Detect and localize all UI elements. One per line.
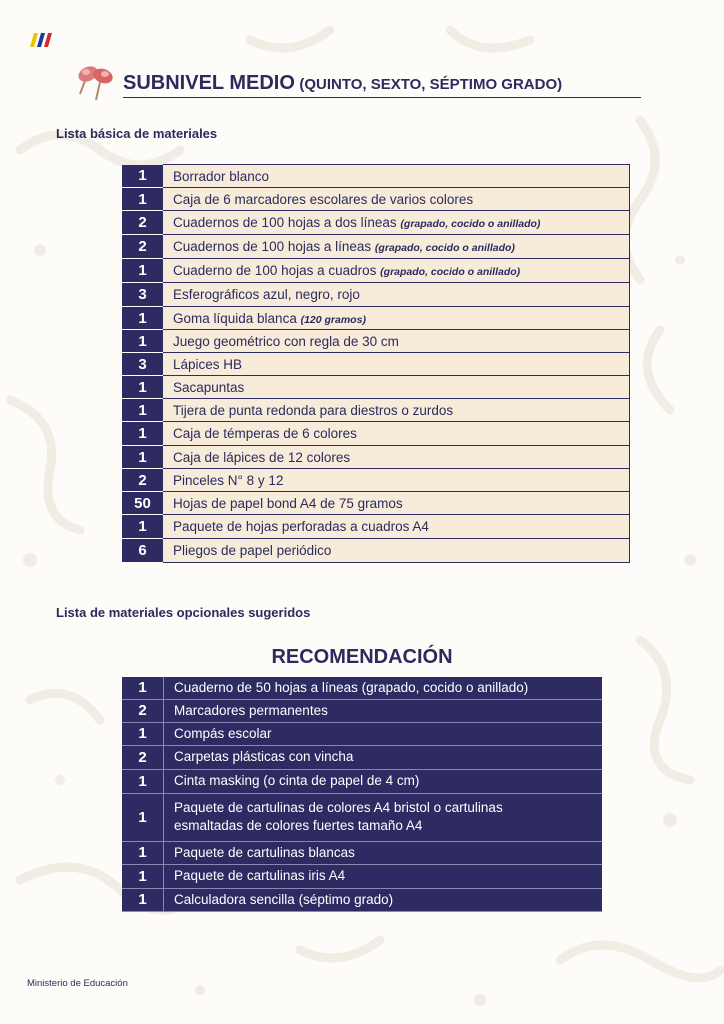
item-description: [163, 353, 630, 376]
item-quantity: 2: [122, 469, 163, 492]
item-quantity: 1: [122, 841, 164, 864]
item-description: Calculadora sencilla (séptimo grado): [164, 888, 603, 911]
item-quantity: 2: [122, 211, 163, 235]
item-note: (grapado, cocido o anillado): [374, 242, 515, 254]
item-description: Cinta masking (o cinta de papel de 4 cm): [164, 769, 603, 793]
item-text: Cuadernos de 100 hojas a líneas: [173, 239, 375, 254]
item-quantity: 2: [122, 745, 164, 769]
table-row: [122, 864, 602, 888]
item-description: [163, 330, 630, 353]
item-note: (grapado, cocido o anillado): [400, 218, 541, 230]
optional-materials-table: [122, 677, 602, 912]
item-text: Borrador blanco: [173, 168, 270, 184]
table-row: [122, 353, 630, 376]
table-row: [122, 469, 630, 492]
table-row: [122, 330, 630, 353]
item-description: [163, 399, 630, 422]
flag-stripes-logo: [30, 33, 52, 47]
table-row: [122, 307, 630, 330]
table-row: [122, 722, 602, 745]
item-description: [163, 469, 630, 492]
item-description: [163, 307, 630, 330]
item-note: (grapado, cocido o anillado): [380, 266, 521, 278]
table-row: [122, 235, 630, 259]
item-description: [163, 376, 630, 399]
item-description: [163, 515, 630, 539]
item-description: [163, 211, 630, 235]
item-text: Cuaderno de 100 hojas a cuadros: [173, 263, 381, 278]
push-pin-icon: [70, 60, 118, 102]
table-row: [122, 745, 602, 769]
item-text: Hojas de papel bond A4 de 75 gramos: [173, 495, 403, 511]
item-description: [163, 492, 630, 515]
table-row: [122, 515, 630, 539]
item-text: Pinceles N° 8 y 12: [173, 472, 284, 488]
item-quantity: 2: [122, 235, 163, 259]
item-text: Paquete de hojas perforadas a cuadros A4: [173, 519, 429, 534]
table-row: [122, 539, 630, 563]
item-text: Goma líquida blanca: [173, 310, 301, 326]
item-description: Cuaderno de 50 hojas a líneas (grapado, cocido o anillado): [164, 677, 603, 699]
table-row: [122, 677, 602, 699]
item-description: Paquete de cartulinas iris A4: [164, 864, 603, 888]
table-row: [122, 446, 630, 469]
item-quantity: 1: [122, 446, 163, 469]
basic-materials-table: [122, 164, 630, 563]
table-row: [122, 165, 630, 188]
item-quantity: 50: [122, 492, 163, 515]
item-quantity: 1: [122, 188, 163, 211]
table-row: [122, 841, 602, 864]
item-description: [163, 165, 630, 188]
table-row: [122, 259, 630, 283]
item-description: Carpetas plásticas con vincha: [164, 745, 603, 769]
page-title: [123, 72, 641, 98]
recommendation-heading: RECOMENDACIÓN: [271, 646, 453, 668]
table-row: [122, 211, 630, 235]
item-text: Caja de 6 marcadores escolares de varios colores: [173, 191, 474, 207]
item-quantity: 2: [122, 699, 164, 722]
item-text: Esferográficos azul, negro, rojo: [173, 287, 360, 302]
item-description: [163, 235, 630, 259]
basic-list-label: Lista básica de materiales: [56, 126, 218, 141]
item-text: Cuadernos de 100 hojas a dos líneas: [173, 215, 401, 230]
item-description: Paquete de cartulinas blancas: [164, 841, 603, 864]
title-subtitle: (QUINTO, SEXTO, SÉPTIMO GRADO): [299, 76, 563, 93]
table-row: [122, 492, 630, 515]
item-quantity: 1: [122, 165, 163, 188]
optional-list-label: Lista de materiales opcionales sugeridos: [56, 605, 311, 620]
item-text: Caja de lápices de 12 colores: [173, 449, 351, 465]
item-description: [163, 539, 630, 563]
item-text: Tijera de punta redonda para diestros o zurdos: [173, 402, 454, 418]
item-quantity: 1: [122, 376, 163, 399]
table-row: [122, 769, 602, 793]
item-quantity: 1: [122, 515, 163, 539]
item-text: Sacapuntas: [173, 379, 245, 395]
item-quantity: 6: [122, 539, 163, 563]
footer-ministry: Ministerio de Educación: [27, 978, 128, 989]
item-quantity: 1: [122, 307, 163, 330]
item-text: Juego geométrico con regla de 30 cm: [173, 333, 399, 349]
item-description: [163, 188, 630, 211]
item-quantity: 1: [122, 677, 164, 699]
item-quantity: 1: [122, 888, 164, 911]
table-row: [122, 699, 602, 722]
item-quantity: 1: [122, 722, 164, 745]
item-text: Caja de témperas de 6 colores: [173, 426, 357, 441]
item-quantity: 1: [122, 793, 164, 841]
title-main: SUBNIVEL MEDIO: [123, 72, 295, 94]
item-quantity: 1: [122, 399, 163, 422]
item-quantity: 1: [122, 330, 163, 353]
item-description: [163, 283, 630, 307]
item-description: [163, 422, 630, 446]
item-quantity: 3: [122, 353, 163, 376]
item-description: [163, 259, 630, 283]
item-text: Lápices HB: [173, 356, 243, 372]
table-row: [122, 283, 630, 307]
table-row: [122, 188, 630, 211]
item-note: (120 gramos): [300, 313, 366, 326]
table-row: [122, 888, 602, 911]
item-quantity: 1: [122, 864, 164, 888]
item-description: Marcadores permanentes: [164, 699, 603, 722]
item-quantity: 1: [122, 769, 164, 793]
item-description: Paquete de cartulinas de colores A4 bristol o cartulinas esmaltadas de colores fuertes tamaño A4: [164, 793, 603, 841]
item-text: Pliegos de papel periódico: [173, 543, 332, 558]
table-row: [122, 399, 630, 422]
item-description: Compás escolar: [164, 722, 603, 745]
item-quantity: 3: [122, 283, 163, 307]
item-description: [163, 446, 630, 469]
table-row: [122, 422, 630, 446]
item-quantity: 1: [122, 422, 163, 446]
table-row: [122, 793, 602, 841]
table-row: [122, 376, 630, 399]
item-quantity: 1: [122, 259, 163, 283]
